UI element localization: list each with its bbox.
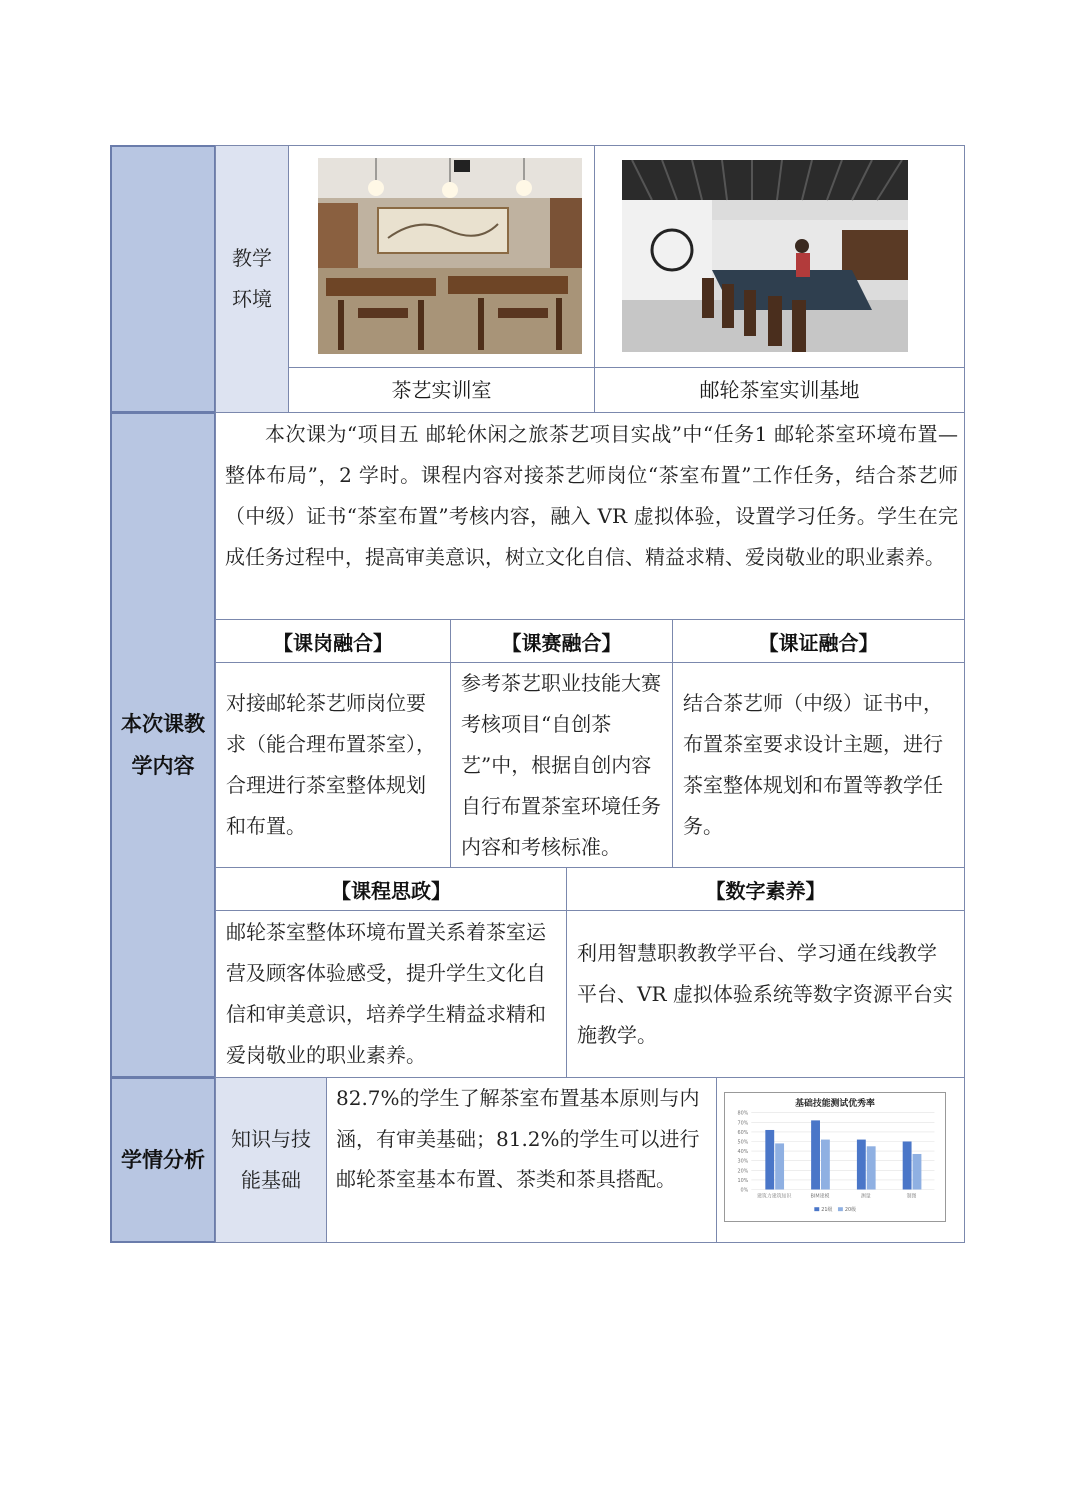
chart-y-tick-label: 80% [737,1110,749,1117]
content-header-cell [110,412,216,1078]
cruise-tea-room-photo [622,160,908,352]
integration-body-cell-competition [450,662,673,868]
chart-x-tick-label: 测量 [860,1193,871,1200]
integration-body-cell-certificate [672,662,965,868]
content-header-label: 本次课教学内容 [121,712,205,778]
chart-y-tick-label: 70% [737,1120,749,1127]
analysis-header-cell [110,1077,216,1243]
training-room-photo [318,158,582,354]
chart-y-tick-label: 40% [737,1149,749,1156]
extra-body-cell-ideology [215,910,567,1078]
chart-bar [857,1140,866,1190]
chart-bar [765,1130,774,1190]
content-intro-text: 本次课为“项目五 邮轮休闲之旅茶艺项目实战”中“任务1 邮轮茶室环境布置—整体布局”，2 学时。课程内容对接茶艺师岗位“茶室布置”工作任务，结合茶艺师（中级）证书“茶室布置”考核内容，融入 VR 虚拟体验，设置学习任务。学生在完成任务过程中，提高审美意识，树立文化自信、精益求精、爱岗敬业的职业素养。 [225,422,958,569]
extra-title-cell-ideology [215,867,567,911]
chart-title: 基础技能测试优秀率 [795,1098,875,1109]
environment-label-cell [215,145,289,413]
chart-bar [821,1140,830,1190]
chart-y-tick-label: 20% [737,1168,749,1175]
chart-y-tick-label: 60% [737,1129,749,1136]
caption-training-room: 茶艺实训室 [391,378,492,402]
chart-y-tick-label: 50% [737,1139,749,1146]
chart-legend-swatch [838,1207,843,1211]
chart-bar [811,1120,820,1189]
chart-legend-label: 20级 [844,1207,857,1214]
chart-bar [913,1154,922,1190]
integration-title-cell-job [215,619,451,663]
integration-title-competition: 【课赛融合】 [501,630,622,655]
analysis-text: 82.7%的学生了解茶室布置基本原则与内涵，有审美基础；81.2%的学生可以进行邮轮茶室基本布置、茶类和茶具搭配。 [336,1086,700,1191]
extra-body-ideology: 邮轮茶室整体环境布置关系着茶室运营及顾客体验感受，提升学生文化自信和审美意识，培养学生精益求精和爱岗敬业的职业素养。 [226,920,546,1067]
extra-title-cell-digital [566,867,965,911]
integration-body-certificate: 结合茶艺师（中级）证书中，布置茶室要求设计主题，进行茶室整体规划和布置等教学任务。 [683,691,943,838]
chart-y-tick-label: 0% [740,1187,749,1194]
chart-x-tick-label: 制图 [906,1193,917,1200]
extra-body-digital: 利用智慧职教教学平台、学习通在线教学平台、VR 虚拟体验系统等数字资源平台实施教学。 [577,940,953,1047]
caption-cruise-tea-room: 邮轮茶室实训基地 [699,378,860,402]
chart-x-tick-label: 建筑力建筑知识 [757,1193,792,1200]
chart-legend-label: 21级 [821,1207,833,1214]
extra-title-ideology: 【课程思政】 [331,878,451,903]
chart-bar [903,1141,912,1189]
extra-body-cell-digital [566,910,965,1078]
chart-bar [867,1146,876,1189]
chart-y-tick-label: 10% [737,1177,749,1184]
extra-title-digital: 【数字素养】 [705,878,826,903]
chart-y-tick-label: 30% [737,1158,749,1165]
chart-legend-swatch [814,1207,819,1211]
integration-body-job: 对接邮轮茶艺师岗位要求（能合理布置茶室），合理进行茶室整体规划和布置。 [226,691,436,838]
integration-title-cell-competition [450,619,673,663]
integration-title-certificate: 【课证融合】 [758,630,879,655]
chart-x-tick-label: BIM建模 [810,1193,830,1200]
analysis-header-label: 学情分析 [121,1148,205,1172]
integration-body-competition: 参考茶艺职业技能大赛考核项目“自创茶艺”中，根据自创内容自行布置茶室环境任务内容和考核标准。 [461,670,661,859]
integration-body-cell-job [215,662,451,868]
integration-title-cell-certificate [672,619,965,663]
skill-test-chart [724,1092,946,1222]
environment-label: 教学环境 [232,246,272,311]
integration-title-job: 【课岗融合】 [273,630,393,655]
analysis-sub-label: 知识与技能基础 [231,1127,311,1192]
environment-header-cell [110,145,216,413]
chart-bar [775,1143,784,1189]
analysis-sub-label-cell [215,1077,327,1243]
